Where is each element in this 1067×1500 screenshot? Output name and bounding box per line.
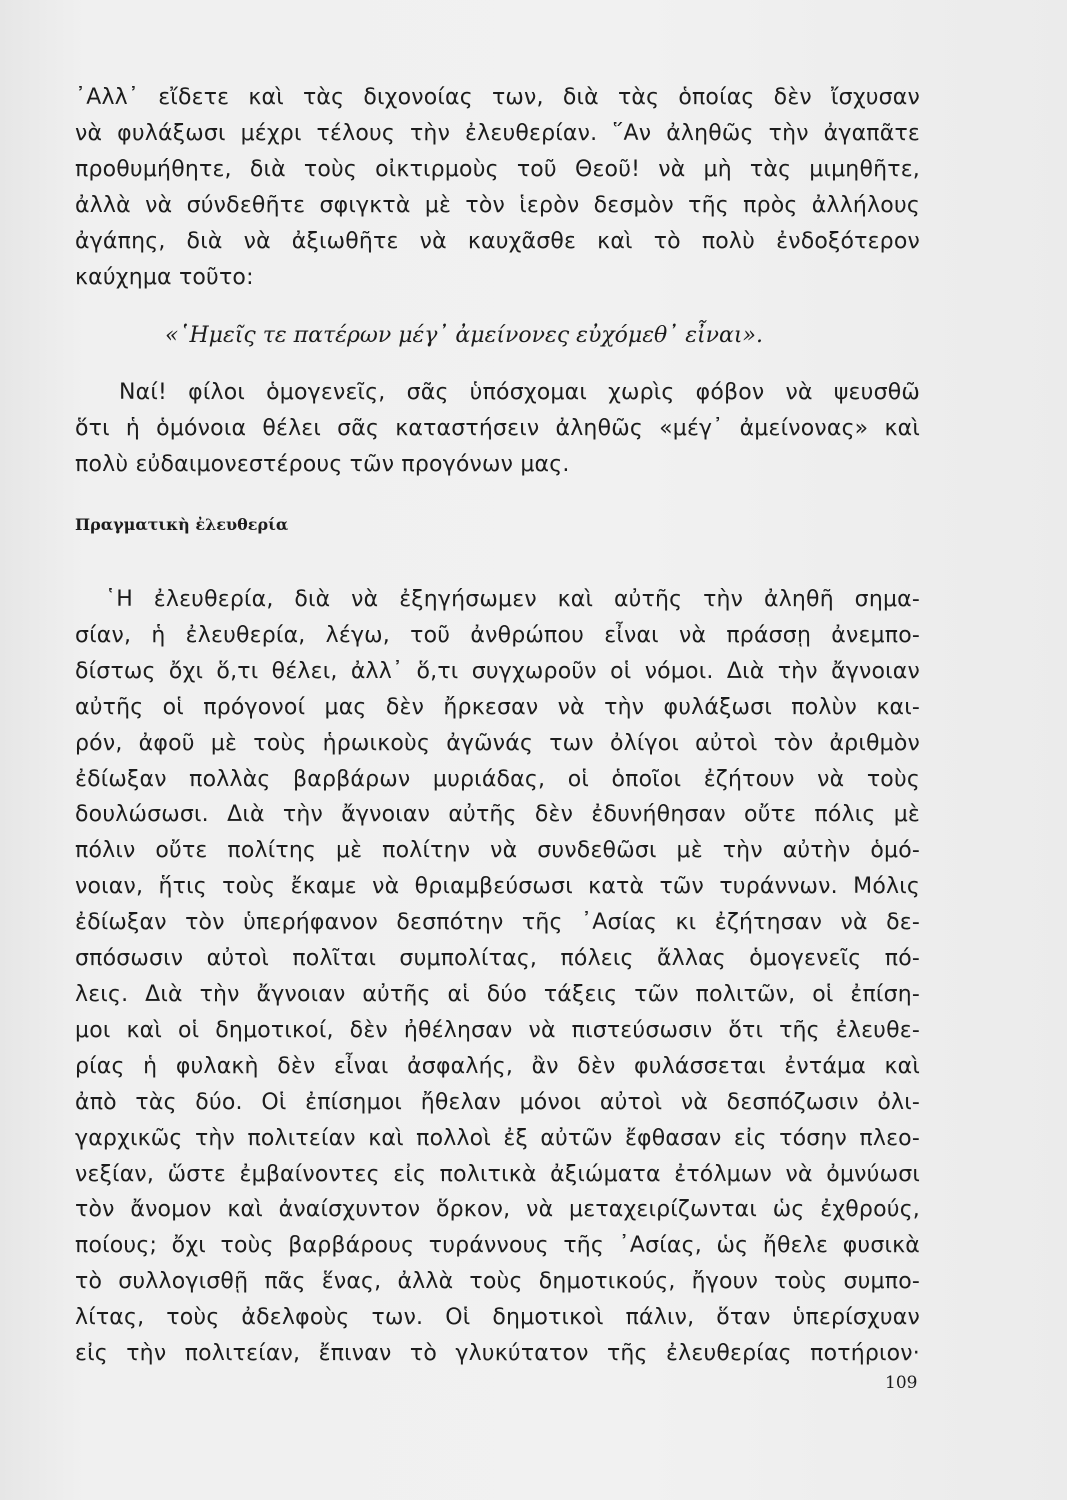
text-line: ἀπὸ τὰς δύο. Οἱ ἐπίσημοι ἤθελαν μόνοι αὐτοὶ νὰ δεσπόζωσιν ὀλι- — [75, 1089, 920, 1115]
text-line: ἐδίωξαν τὸν ὑπερήφανον δεσπότην τῆς ᾿Ασίας κι ἐζήτησαν νὰ δε- — [75, 910, 920, 936]
text-line: δίστως ὄχι ὅ,τι θέλει, ἀλλ᾿ ὅ,τι συγχωροῦν οἱ νόμοι. Διὰ τὴν ἄγνοιαν — [75, 658, 920, 684]
text-line: νὰ φυλάξωσι μέχρι τέλους τὴν ἐλευθερίαν. ῞Αν ἀληθῶς τὴν ἀγαπᾶτε — [75, 121, 920, 146]
paragraph-3 — [75, 582, 920, 1372]
text-line: νεξίαν, ὥστε ἐμβαίνοντες εἰς πολιτικὰ ἀξιώματα ἐτόλμων νὰ ὀμνύωσι — [75, 1161, 920, 1187]
text-line: νοιαν, ἥτις τοὺς ἔκαμε νὰ θριαμβεύσωσι κατὰ τῶν τυράννων. Μόλις — [75, 874, 920, 900]
text-line: καύχημα τοῦτο: — [75, 265, 254, 290]
text-line: δουλώσωσι. Διὰ τὴν ἄγνοιαν αὐτῆς δὲν ἐδυνήθησαν οὔτε πόλις μὲ — [75, 802, 920, 828]
verse-quote: «῾Ημεῖς τε πατέρων μέγ᾿ ἀμείνονες εὐχόμεθ᾿ εἶναι». — [165, 323, 763, 348]
text-line: ρίας ἡ φυλακὴ δὲν εἶναι ἀσφαλής, ἂν δὲν φυλάσσεται ἐντάμα καὶ — [75, 1053, 920, 1079]
text-line: λίτας, τοὺς ἀδελφοὺς των. Οἱ δημοτικοὶ πάλιν, ὅταν ὑπερίσχυαν — [75, 1305, 920, 1331]
text-line: τὸ συλλογισθῇ πᾶς ἕνας, ἀλλὰ τοὺς δημοτικούς, ἤγουν τοὺς συμπο- — [75, 1269, 920, 1295]
text-line: ᾿Αλλ᾿ εἴδετε καὶ τὰς διχονοίας των, διὰ τὰς ὁποίας δὲν ἴσχυσαν — [75, 85, 920, 110]
text-line: προθυμήθητε, διὰ τοὺς οἰκτιρμοὺς τοῦ Θεοῦ! νὰ μὴ τὰς μιμηθῆτε, — [75, 157, 920, 182]
text-line: ὅτι ἡ ὁμόνοια θέλει σᾶς καταστήσειν ἀληθῶς «μέγ᾿ ἀμείνονας» καὶ — [75, 416, 920, 441]
text-line: ἀλλὰ νὰ σύνδεθῆτε σφιγκτὰ μὲ τὸν ἱερὸν δεσμὸν τῆς πρὸς ἀλλήλους — [75, 193, 920, 218]
text-line: εἰς τὴν πολιτείαν, ἔπιναν τὸ γλυκύτατον τῆς ἐλευθερίας ποτήριον· — [75, 1341, 920, 1367]
text-line: Ναί! φίλοι ὁμογενεῖς, σᾶς ὑπόσχομαι χωρὶς φόβον νὰ ψευσθῶ — [119, 380, 920, 405]
page-number: 109 — [885, 1373, 918, 1393]
text-line: σπόσωσιν αὐτοὶ πολῖται συμπολίτας, πόλεις ἄλλας ὁμογενεῖς πό- — [75, 946, 920, 972]
section-heading: Πραγματικὴ ἐλευθερία — [75, 515, 289, 534]
text-line: ῾Η ἐλευθερία, διὰ νὰ ἐξηγήσωμεν καὶ αὐτῆς τὴν ἀληθῆ σημα- — [105, 587, 920, 612]
text-line: γαρχικῶς τὴν πολιτείαν καὶ πολλοὶ ἐξ αὐτῶν ἔφθασαν εἰς τόσην πλεο- — [75, 1125, 920, 1151]
text-line: λεις. Διὰ τὴν ἄγνοιαν αὐτῆς αἱ δύο τάξεις τῶν πολιτῶν, οἱ ἐπίση- — [75, 981, 920, 1007]
text-line: ἐδίωξαν πολλὰς βαρβάρων μυριάδας, οἱ ὁποῖοι ἐζήτουν νὰ τοὺς — [75, 766, 920, 792]
paragraph-2 — [75, 375, 920, 483]
text-line: αὐτῆς οἱ πρόγονοί μας δὲν ἤρκεσαν νὰ τὴν φυλάξωσι πολὺν και- — [75, 694, 920, 720]
text-line: πόλιν οὔτε πολίτης μὲ πολίτην νὰ συνδεθῶσι μὲ τὴν αὐτὴν ὁμό- — [75, 838, 920, 864]
text-line: ἀγάπης, διὰ νὰ ἀξιωθῆτε νὰ καυχᾶσθε καὶ τὸ πολὺ ἐνδοξότερον — [75, 229, 920, 254]
text-line: πολὺ εὐδαιμονεστέρους τῶν προγόνων μας. — [75, 452, 570, 477]
text-line: ποίους; ὄχι τοὺς βαρβάρους τυράννους τῆς ᾿Ασίας, ὡς ἤθελε φυσικὰ — [75, 1233, 920, 1259]
text-line: ρόν, ἀφοῦ μὲ τοὺς ἡρωικοὺς ἀγῶνάς των ὀλίγοι αὐτοὶ τὸν ἀριθμὸν — [75, 730, 920, 756]
text-line: σίαν, ἡ ἐλευθερία, λέγω, τοῦ ἀνθρώπου εἶναι νὰ πράσσῃ ἀνεμπο- — [75, 622, 920, 648]
paragraph-1 — [75, 80, 920, 296]
text-line: μοι καὶ οἱ δημοτικοί, δὲν ἠθέλησαν νὰ πιστεύσωσιν ὅτι τῆς ἐλευθε- — [75, 1017, 920, 1043]
text-line: τὸν ἄνομον καὶ ἀναίσχυντον ὅρκον, νὰ μεταχειρίζωνται ὡς ἐχθρούς, — [75, 1197, 920, 1223]
